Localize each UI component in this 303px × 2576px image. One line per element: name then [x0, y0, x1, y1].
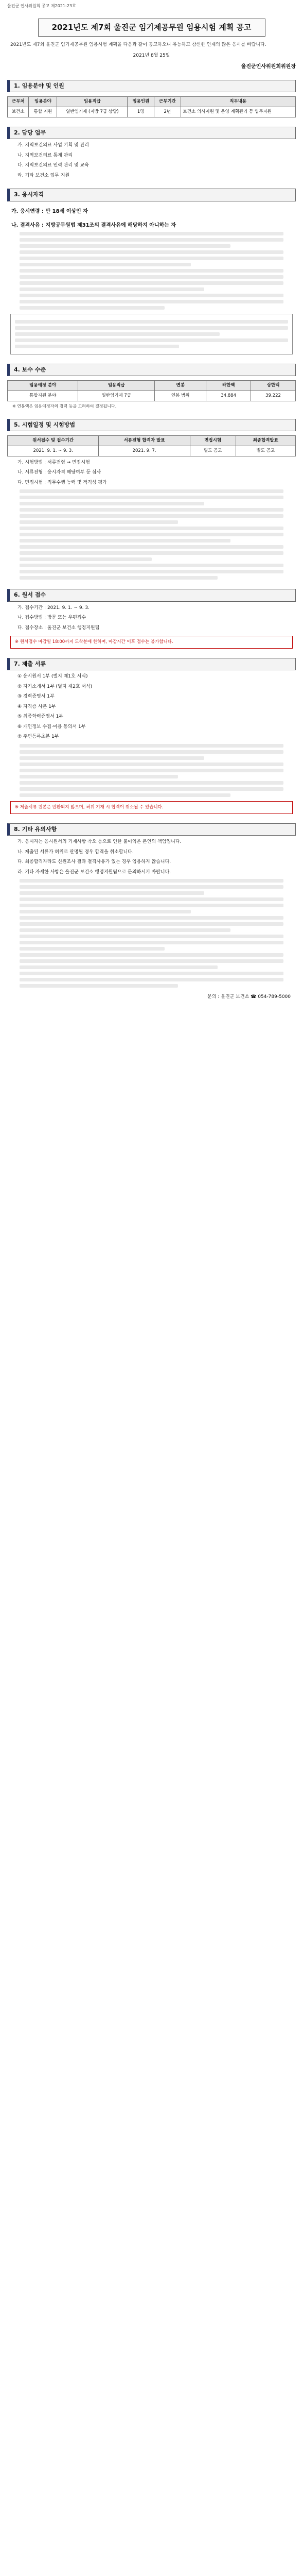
table-header: 상한액 — [251, 381, 296, 391]
list-item: ⑦ 주민등록초본 1부 — [17, 734, 59, 740]
table-cell: 보건소 의사지원 및 운영 계획관리 등 업무지원 — [181, 107, 295, 117]
table-header: 근무기간 — [154, 97, 181, 107]
table-header: 임용직급 — [57, 97, 128, 107]
list-item: ② 자기소개서 1부 (별지 제2호 서식) — [17, 684, 93, 689]
table-header: 임용인원 — [128, 97, 154, 107]
eligibility-age: 가. 응시연령 : 만 18세 이상인 자 — [11, 208, 88, 214]
intro-text: 2021년도 제7회 울진군 임기제공무원 임용시험 계획을 다음과 같이 공고하오니 유능하고 참신한 인재의 많은 응시를 바랍니다. — [10, 42, 266, 47]
table-header: 원서접수 및 접수기간 — [8, 436, 99, 446]
text-placeholder — [20, 879, 283, 988]
application-list — [17, 605, 286, 632]
list-item: 다. 면접시험 : 직무수행 능력 및 적격성 평가 — [17, 480, 107, 485]
notes-list — [17, 839, 286, 876]
table-row — [8, 391, 296, 401]
issuing-org: 울진군인사위원회위원장 — [241, 63, 296, 70]
salary-note: ※ 연봉액은 임용예정자의 경력 등을 고려하여 결정됩니다. — [12, 403, 117, 409]
positions-table — [7, 96, 296, 117]
section-8-title: 8. 기타 유의사항 — [7, 823, 296, 836]
table-cell: 별도 공고 — [190, 446, 236, 456]
documents-list — [17, 673, 286, 741]
table-header: 임용직급 — [78, 381, 155, 391]
table-cell: 보건소 — [8, 107, 29, 117]
table-cell: 2년 — [154, 107, 181, 117]
list-item: 다. 최종합격자라도 신원조사 결과 결격사유가 있는 경우 임용하지 않습니다. — [17, 859, 171, 865]
table-cell: 34,884 — [206, 391, 251, 401]
list-item: 라. 기타 보건소 업무 지원 — [17, 173, 70, 178]
eligibility-disqualify: 나. 결격사유 : 지방공무원법 제31조의 결격사유에 해당하지 아니하는 자 — [11, 222, 176, 228]
table-cell: 일반임기제 7급 — [78, 391, 155, 401]
table-cell: 별도 공고 — [236, 446, 295, 456]
table-header: 임용분야 — [29, 97, 57, 107]
table-row — [8, 107, 296, 117]
table-cell: 통합지원 분야 — [8, 391, 78, 401]
notice-date: 2021년 8월 25일 — [133, 53, 170, 58]
section-7-title: 7. 제출 서류 — [7, 658, 296, 671]
table-header: 서류전형 합격자 발표 — [99, 436, 190, 446]
section-4-title: 4. 보수 수준 — [7, 364, 296, 377]
table-cell: 통합 지원 — [29, 107, 57, 117]
list-item: 나. 접수방법 : 방문 또는 우편접수 — [17, 615, 86, 620]
table-cell: 일반임기제 (지방 7급 상당) — [57, 107, 128, 117]
list-item: ③ 경력증명서 1부 — [17, 694, 55, 700]
section-3-title: 3. 응시자격 — [7, 189, 296, 201]
page-title: 2021년도 제7회 울진군 임기제공무원 임용시험 계획 공고 — [38, 19, 265, 37]
list-item: 가. 접수기간 : 2021. 9. 1. ~ 9. 3. — [17, 605, 90, 611]
list-item: 다. 접수장소 : 울진군 보건소 행정지원팀 — [17, 625, 100, 631]
list-item: ① 응시원서 1부 (별지 제1호 서식) — [17, 674, 88, 680]
table-cell: 2021. 9. 7. — [99, 446, 190, 456]
schedule-table — [7, 435, 296, 456]
text-placeholder — [20, 744, 283, 797]
table-header: 최종합격발표 — [236, 436, 295, 446]
duties-list — [17, 142, 286, 179]
list-item: 나. 지역보건의료 통계 관리 — [17, 152, 73, 158]
table-row — [8, 446, 296, 456]
table-header: 직무내용 — [181, 97, 295, 107]
table-header: 연봉 — [155, 381, 206, 391]
salary-table — [7, 380, 296, 401]
list-item: 나. 제출된 서류가 허위로 판명될 경우 합격을 취소합니다. — [17, 849, 134, 855]
table-cell: 39,222 — [251, 391, 296, 401]
table-cell: 1명 — [128, 107, 154, 117]
contact-info: 문의 : 울진군 보건소 ☎ 054-789-5000 — [207, 994, 291, 999]
table-header: 하한액 — [206, 381, 251, 391]
list-item: 가. 지역보건의료 사업 기획 및 관리 — [17, 143, 89, 148]
documents-warning: ※ 제출서류 원본은 반환되지 않으며, 허위 기재 시 합격이 취소될 수 있습니다. — [10, 801, 293, 814]
table-header: 임용예정 분야 — [8, 381, 78, 391]
exam-method-list — [17, 460, 286, 487]
section-5-title: 5. 시험일정 및 시험방법 — [7, 419, 296, 432]
section-1-title: 1. 임용분야 및 인원 — [7, 80, 296, 93]
list-item: 나. 서류전형 : 응시자격 해당여부 등 심사 — [17, 470, 101, 475]
doc-number: 울진군 인사위원회 공고 제2021-23호 — [7, 4, 76, 8]
application-warning: ※ 원서접수 마감일 18:00까지 도착분에 한하며, 마감시간 이후 접수는 불가합니다. — [10, 636, 293, 649]
eligibility-box — [10, 314, 293, 354]
table-cell: 2021. 9. 1. ~ 9. 3. — [8, 446, 99, 456]
text-placeholder — [20, 489, 283, 580]
text-placeholder — [20, 232, 283, 310]
list-item: ⑤ 최종학력증명서 1부 — [17, 714, 64, 720]
section-2-title: 2. 담당 업무 — [7, 127, 296, 140]
list-item: ⑥ 개인정보 수집·이용 동의서 1부 — [17, 724, 86, 730]
list-item: 라. 기타 자세한 사항은 울진군 보건소 행정지원팀으로 문의하시기 바랍니다. — [17, 869, 171, 875]
section-6-title: 6. 원서 접수 — [7, 589, 296, 602]
list-item: 가. 시험방법 : 서류전형 → 면접시험 — [17, 460, 90, 465]
list-item: 다. 지역보건의료 인력 관리 및 교육 — [17, 163, 89, 168]
table-header: 근무처 — [8, 97, 29, 107]
table-cell: 연봉 범위 — [155, 391, 206, 401]
table-header: 면접시험 — [190, 436, 236, 446]
list-item: ④ 자격증 사본 1부 — [17, 704, 56, 709]
list-item: 가. 응시자는 응시원서의 기재사항 착오 등으로 인한 불이익은 본인의 책임입니다. — [17, 839, 182, 844]
